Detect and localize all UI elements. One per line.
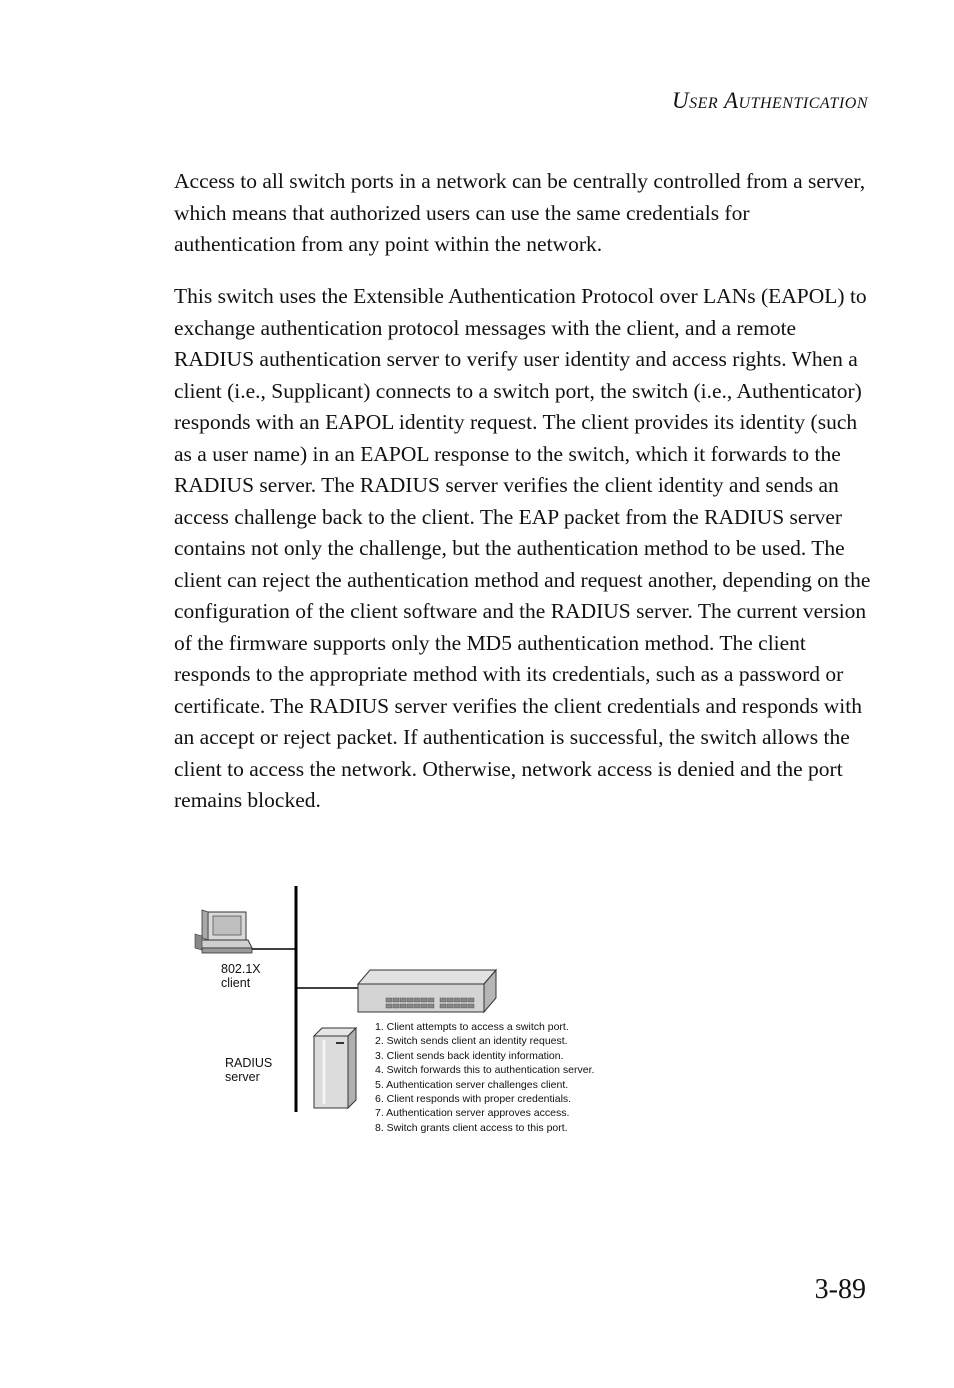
computer-icon — [195, 910, 252, 953]
body-paragraph-1: Access to all switch ports in a network can be centrally controlled from a server, which means that authorized users can use the same credentials for authentication from any point within the network. — [174, 169, 866, 256]
body-paragraph-2: This switch uses the Extensible Authentication Protocol over LANs (EAPOL) to exchange authentication protocol messages with the client, and a remote RADIUS authentication server to verify user identity and access rights. When a client (i.e., Supplicant) connects to a switch port, the switch (i.e., Authenticator) responds with an EAPOL identity request. The client provides its identity (such as a user name) in an EAPOL response to the switch, which it forwards to the RADIUS server. The RADIUS server verifies the client identity and sends an access challenge back to the client. The EAP packet from the RADIUS server contains not only the challenge, but the authentication method to be used. The client can reject the authentication method and request another, depending on the configuration of the client software and the RADIUS server. The current version of the firmware supports only the MD5 authentication method. The client responds to the appropriate method with its credentials, such as a password or certificate. The RADIUS server verifies the client credentials and responds with an accept or reject packet. If authentication is successful, the switch allows the client to access the network. Otherwise, network access is denied and the port remains blocked. — [174, 284, 871, 812]
authentication-steps-list — [375, 1020, 594, 1135]
running-head: User Authentication — [671, 88, 868, 113]
page-number: 3-89 — [814, 1274, 866, 1305]
step-item: 1. Client attempts to access a switch port. — [375, 1021, 569, 1033]
step-item: 8. Switch grants client access to this port. — [375, 1121, 568, 1134]
step-item: 3. Client sends back identity information. — [375, 1049, 564, 1062]
server-label: RADIUS server — [225, 1056, 273, 1084]
server-icon — [314, 1028, 356, 1108]
step-item: 7. Authentication server approves access. — [375, 1107, 570, 1120]
step-item: 6. Client responds with proper credentials. — [375, 1093, 572, 1106]
eapol-diagram — [190, 884, 640, 1139]
switch-icon — [358, 970, 496, 1012]
step-item: 5. Authentication server challenges client. — [375, 1078, 569, 1091]
step-item: 4. Switch forwards this to authentication server. — [375, 1064, 595, 1077]
client-label: 802.1X client — [221, 962, 261, 990]
step-item: 2. Switch sends client an identity request. — [375, 1035, 568, 1048]
